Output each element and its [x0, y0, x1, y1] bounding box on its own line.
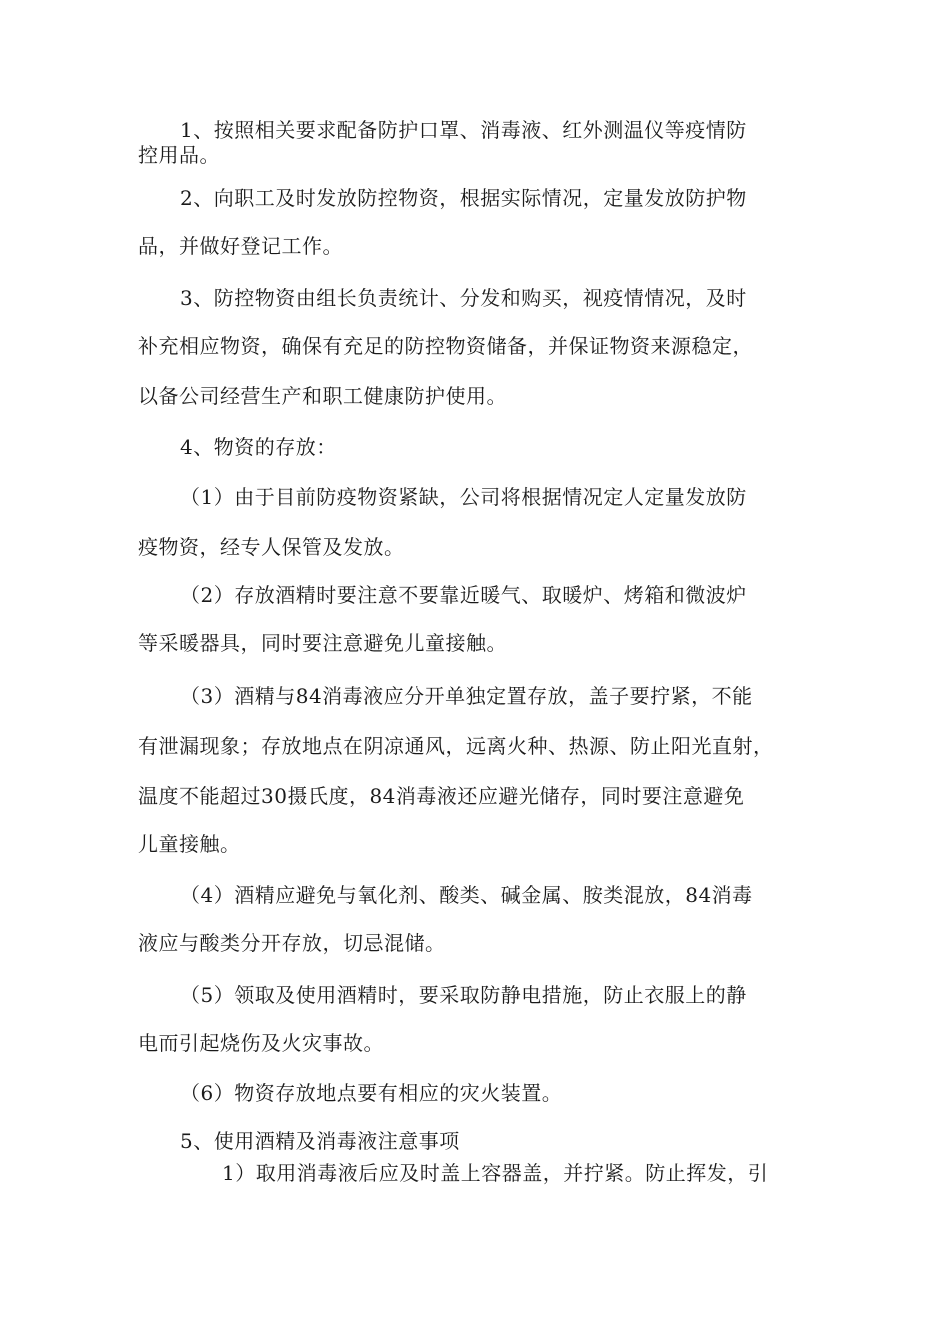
text-line-14: 有泄漏现象；存放地点在阴凉通风，远离火种、热源、防止阳光直射，	[138, 734, 774, 758]
text-line-10: 疫物资，经专人保管及发放。	[138, 535, 405, 559]
text-line-13: （3）酒精与84消毒液应分开单独定置存放，盖子要拧紧，不能	[180, 684, 753, 708]
text-line-15: 温度不能超过30摄氏度，84消毒液还应避光储存，同时要注意避免	[138, 784, 745, 808]
text-line-5: 3、防控物资由组长负责统计、分发和购买，视疫情情况，及时	[180, 286, 747, 310]
text-line-23: 1）取用消毒液后应及时盖上容器盖，并拧紧。防止挥发，引	[222, 1161, 769, 1185]
text-line-9: （1）由于目前防疫物资紧缺，公司将根据情况定人定量发放防	[180, 485, 747, 509]
text-line-12: 等采暖器具，同时要注意避免儿童接触。	[138, 631, 507, 655]
text-line-21: （6）物资存放地点要有相应的灾火装置。	[180, 1081, 563, 1105]
text-line-4: 品，并做好登记工作。	[138, 234, 343, 258]
text-line-18: 液应与酸类分开存放，切忌混储。	[138, 931, 446, 955]
text-line-2: 控用品。	[138, 143, 220, 167]
text-line-17: （4）酒精应避免与氧化剂、酸类、碱金属、胺类混放，84消毒	[180, 883, 753, 907]
text-line-6: 补充相应物资，确保有充足的防控物资储备，并保证物资来源稳定，	[138, 334, 753, 358]
text-line-11: （2）存放酒精时要注意不要靠近暖气、取暖炉、烤箱和微波炉	[180, 583, 747, 607]
text-line-19: （5）领取及使用酒精时，要采取防静电措施，防止衣服上的静	[180, 983, 747, 1007]
text-line-20: 电而引起烧伤及火灾事故。	[138, 1031, 384, 1055]
text-line-1: 1、按照相关要求配备防护口罩、消毒液、红外测温仪等疫情防	[180, 118, 747, 142]
text-line-16: 儿童接触。	[138, 832, 241, 856]
text-line-22: 5、使用酒精及消毒液注意事项	[180, 1129, 460, 1153]
text-line-8: 4、物资的存放：	[180, 435, 337, 459]
text-line-7: 以备公司经营生产和职工健康防护使用。	[138, 384, 507, 408]
text-line-3: 2、向职工及时发放防控物资，根据实际情况，定量发放防护物	[180, 186, 747, 210]
